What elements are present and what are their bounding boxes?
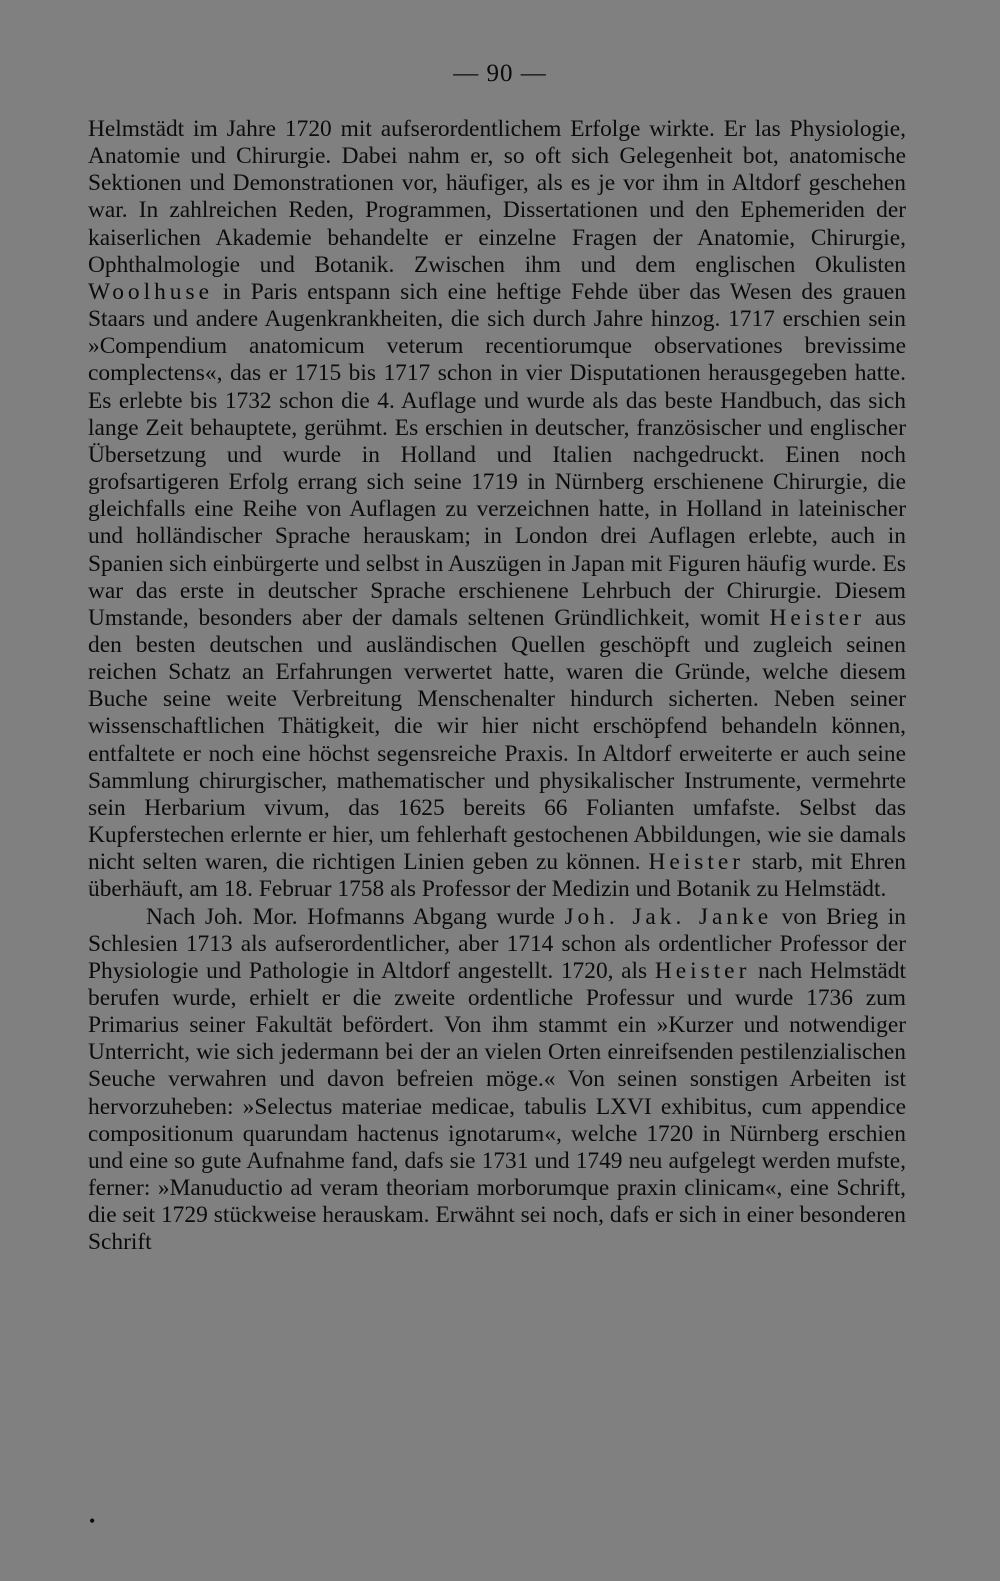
- spaced-name: Woolhuse: [88, 278, 213, 305]
- spaced-name: Heister: [648, 849, 745, 876]
- text-run: Nach Joh. Mor. Hofmanns Abgang wurde: [146, 903, 565, 930]
- paragraph: [88, 904, 906, 1257]
- text-run: nach Helmstädt berufen wurde, erhielt er die zweite ordentliche Professur und wurde 1736 zum Primarius seiner Fakultät befördert. Von ihm stammt ein »Kurzer und notwendiger Unterricht, wie sich jedermann bei der an vielen Orten einreifsenden pestilenzialischen Seuche verwahren und davon befreien möge.« Von seinen sonstigen Arbeiten ist hervorzuheben: »Selectus materiae medicae, tabulis LXVI exhibitus, cum appendice compositionum quarundam hactenus ignotarum«, welche 1720 in Nürnberg erschien und eine so gute Aufnahme fand, dafs sie 1731 und 1749 neu aufgelegt werden mufste, ferner: »Manuductio ad veram theoriam morborumque praxin clinicam«, eine Schrift, die seit 1729 stückweise herauskam. Erwähnt sei noch, dafs er sich in einer besonderen Schrift: [88, 957, 906, 1256]
- text-run: von Brieg in Schlesien 1713 als aufserordentlicher, aber 1714 schon als ordentlicher Professor der Physiologie und Pathologie in Altdorf angestellt. 1720, als: [88, 903, 907, 984]
- spaced-name: Heister: [654, 957, 751, 984]
- text-run: Helmstädt im Jahre 1720 mit aufserordentlichem Erfolge wirkte. Er las Physiologie, Anatomie und Chirurgie. Dabei nahm er, so oft sich Gelegenheit bot, anatomische Sektionen und Demonstrationen vor, häufiger, als es je vor ihm in Altdorf geschehen war. In zahlreichen Reden, Programmen, Dissertationen und den Ephemeriden der kaiserlichen Akademie behandelte er einzelne Fragen der Anatomie, Chirurgie, Ophthalmologie und Botanik. Zwischen ihm und dem englischen Okulisten: [88, 116, 906, 278]
- page-number: — 90 —: [453, 60, 547, 87]
- text-run: in Paris entspann sich eine heftige Fehde über das Wesen des grauen Staars und andere Augenkrankheiten, die sich durch Jahre hinzog. 1717 erschien sein »Compendium anatomicum veterum recentiorumque observationes brevissime complectens«, das er 1715 bis 1717 schon in vier Disputationen herausgegeben hatte. Es erlebte bis 1732 schon die 4. Auflage und wurde als das beste Handbuch, das sich lange Zeit behauptete, gerühmt. Es erschien in deutscher, französischer und englischer Übersetzung und wurde in Holland und Italien nachgedruckt. Einen noch grofsartigeren Erfolg errang sich seine 1719 in Nürnberg erschienene Chirurgie, die gleichfalls eine Reihe von Auflagen zu verzeichnen hatte, in Holland in lateinischer und holländischer Sprache herauskam; in London drei Auflagen erlebte, auch in Spanien sich einbürgerte und selbst in Auszügen in Japan mit Figuren häufig wurde. Es war das erste in deutscher Sprache erschienene Lehrbuch der Chirurgie. Diesem Umstande, besonders aber der damals seltenen Gründlichkeit, womit: [88, 278, 906, 631]
- text-run: starb, mit Ehren überhäuft, am 18. Februar 1758 als Professor der Medizin und Botanik zu Helmstädt.: [88, 849, 906, 903]
- paragraph: [88, 116, 906, 904]
- spaced-name: Joh. Jak. Janke: [564, 903, 773, 930]
- page-footer-mark: •: [89, 1511, 96, 1531]
- page-body: [88, 116, 906, 1257]
- text-run: aus den besten deutschen und ausländischen Quellen geschöpft und zugleich seinen reichen Schatz an Erfahrungen verwertet hatte, waren die Gründe, welche diesem Buche seine weite Verbreitung Menschenalter hindurch sicherten. Neben seiner wissenschaftlichen Thätigkeit, die wir hier nicht erschöpfend behandeln können, entfaltete er noch eine höchst segensreiche Praxis. In Altdorf erweiterte er auch seine Sammlung chirurgischer, mathematischer und physikalischer Instrumente, vermehrte sein Herbarium vivum, das 1625 bereits 66 Folianten umfafste. Selbst das Kupferstechen erlernte er hier, um fehlerhaft gestochenen Abbildungen, wie sie damals nicht selten waren, die richtigen Linien geben zu können.: [88, 604, 906, 876]
- spaced-name: Heister: [769, 604, 865, 631]
